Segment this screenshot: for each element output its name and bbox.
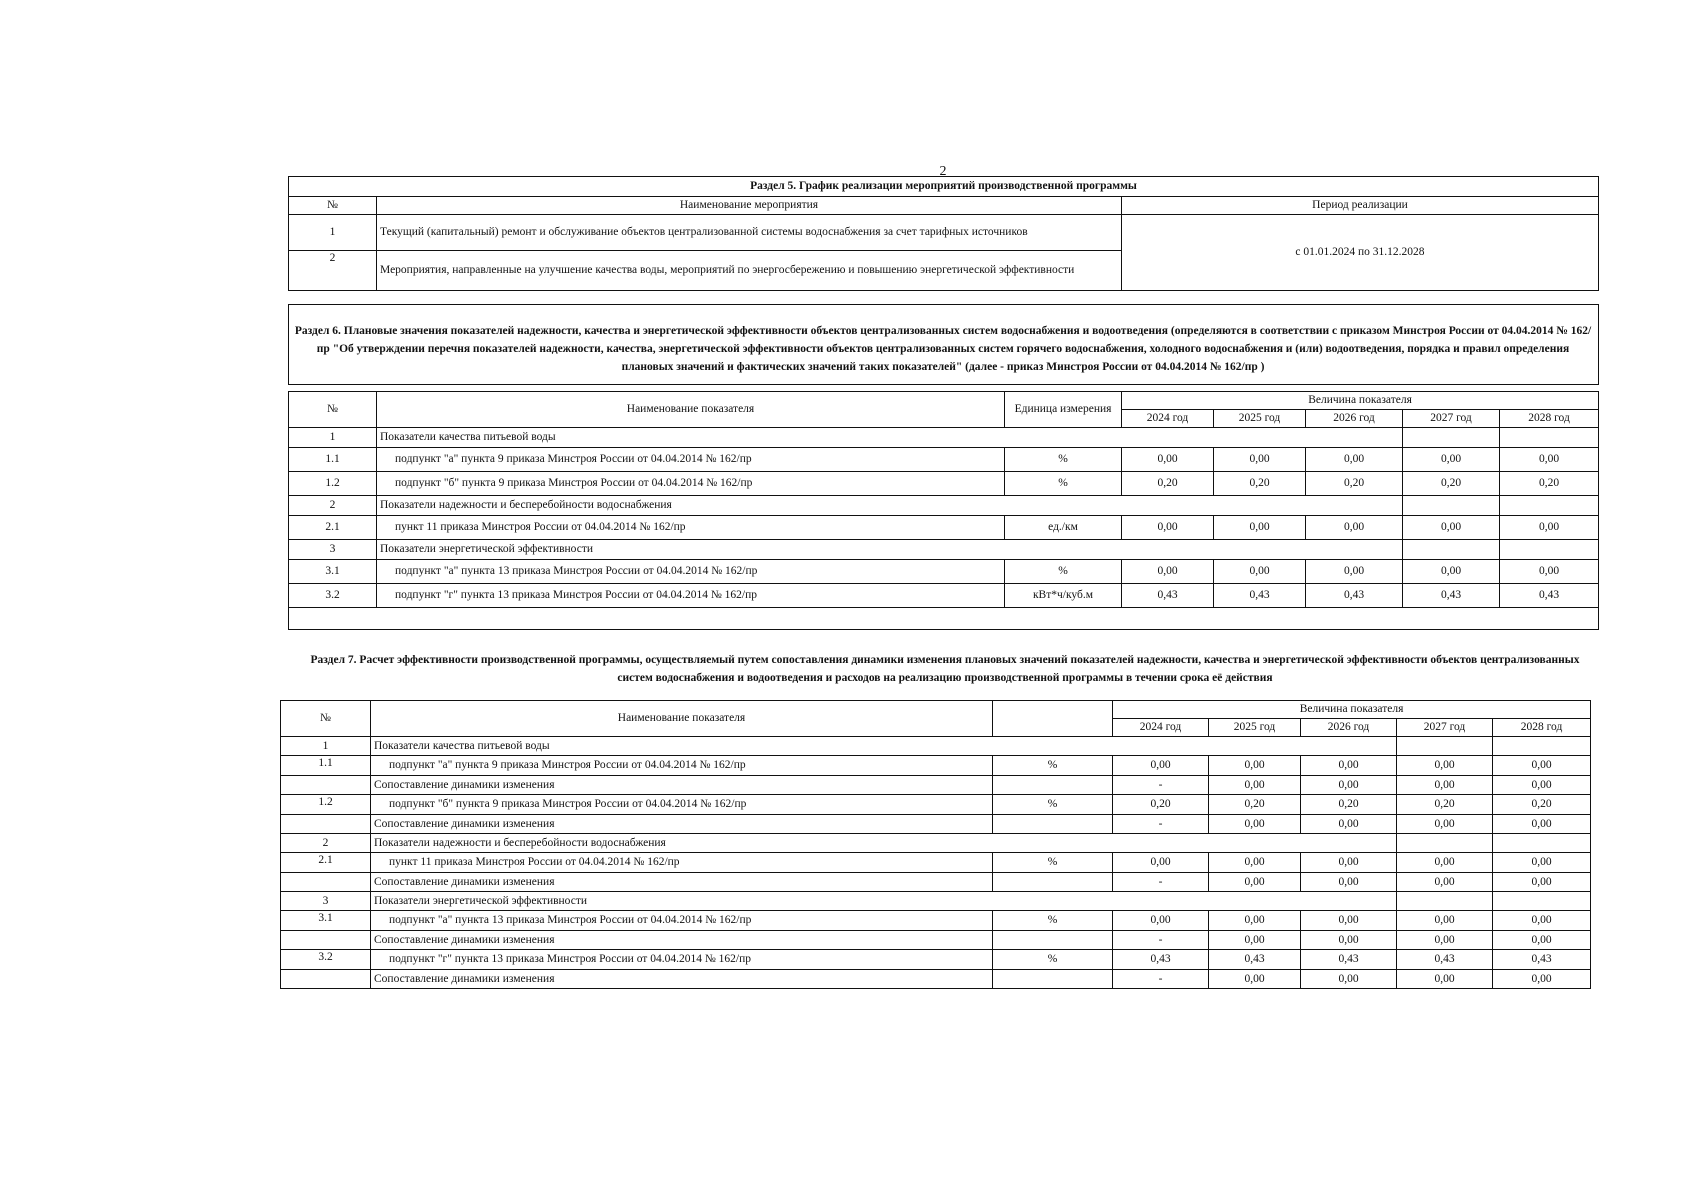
- row-value: 0,00: [1301, 756, 1397, 776]
- row-name: подпункт "г" пункта 13 приказа Минстроя России от 04.04.2014 № 162/пр: [371, 950, 993, 970]
- row-no: 3.2: [281, 950, 371, 970]
- section7-table: [280, 700, 1591, 989]
- row-no: 1.1: [289, 448, 377, 472]
- row-name: подпункт "б" пункта 9 приказа Минстроя России от 04.04.2014 № 162/пр: [377, 472, 1005, 496]
- row-value: 0,43: [1306, 584, 1403, 608]
- row-value: 0,00: [1397, 776, 1493, 795]
- table-row-group: Показатели надежности и бесперебойности водоснабжения: [377, 496, 1403, 516]
- section5-col-period: Период реализации: [1122, 197, 1599, 215]
- row-unit: %: [1005, 472, 1122, 496]
- row-value: 0,00: [1397, 970, 1493, 989]
- section7-col-unit: [993, 701, 1113, 737]
- table-row-group: Показатели энергетической эффективности: [371, 892, 1397, 911]
- table-row: [289, 448, 1599, 472]
- section7-col-value: Величина показателя: [1113, 701, 1591, 719]
- row-value: 0,20: [1500, 472, 1599, 496]
- section5-col-no: №: [289, 197, 377, 215]
- row-value: 0,43: [1397, 950, 1493, 970]
- row-value: 0,00: [1209, 815, 1301, 834]
- row-value: 0,00: [1209, 931, 1301, 950]
- row-name: Сопоставление динамики изменения: [371, 970, 993, 989]
- row-value: 0,00: [1209, 970, 1301, 989]
- section6-empty-row: [289, 608, 1599, 630]
- row-value: -: [1113, 815, 1209, 834]
- row-value: 0,00: [1500, 560, 1599, 584]
- row-value: 0,00: [1493, 853, 1591, 873]
- row-value: 0,43: [1403, 584, 1500, 608]
- table-row: [281, 873, 1591, 892]
- row-no: 2.1: [281, 853, 371, 873]
- row-value: 0,00: [1301, 931, 1397, 950]
- row-value: 0,00: [1214, 516, 1306, 540]
- row-value: 0,20: [1209, 795, 1301, 815]
- row-unit: %: [1005, 448, 1122, 472]
- row-value: 0,00: [1493, 873, 1591, 892]
- row-value: 0,43: [1122, 584, 1214, 608]
- row-value: 0,00: [1209, 776, 1301, 795]
- table-row-no: 2: [289, 496, 377, 516]
- table-row: [281, 776, 1591, 795]
- row-unit: %: [993, 911, 1113, 931]
- row-value: 0,43: [1214, 584, 1306, 608]
- table-row-no: 3: [281, 892, 371, 911]
- row-name: подпункт "а" пункта 9 приказа Минстроя России от 04.04.2014 № 162/пр: [377, 448, 1005, 472]
- section6-year: 2027 год: [1403, 410, 1500, 428]
- row-value: 0,00: [1209, 911, 1301, 931]
- row-value: 0,00: [1397, 756, 1493, 776]
- row-value: 0,00: [1403, 516, 1500, 540]
- row-name: Сопоставление динамики изменения: [371, 776, 993, 795]
- row-value: 0,20: [1122, 472, 1214, 496]
- row-name: Сопоставление динамики изменения: [371, 815, 993, 834]
- section5-title: Раздел 5. График реализации мероприятий производственной программы: [289, 177, 1599, 197]
- row-value: 0,00: [1214, 560, 1306, 584]
- row-value: -: [1113, 776, 1209, 795]
- row-value: 0,00: [1397, 931, 1493, 950]
- row-value: 0,00: [1403, 560, 1500, 584]
- section6-year: 2026 год: [1306, 410, 1403, 428]
- row-value: 0,00: [1122, 448, 1214, 472]
- row-name: пункт 11 приказа Минстроя России от 04.04.2014 № 162/пр: [371, 853, 993, 873]
- row-value: 0,20: [1403, 472, 1500, 496]
- row-no: [281, 873, 371, 892]
- row-unit: %: [993, 853, 1113, 873]
- row-value: 0,00: [1301, 911, 1397, 931]
- row-value: 0,00: [1301, 776, 1397, 795]
- row-no: 1.1: [281, 756, 371, 776]
- row-value: 0,43: [1301, 950, 1397, 970]
- row-value: 0,00: [1397, 873, 1493, 892]
- row-value: 0,00: [1500, 448, 1599, 472]
- table-row: [281, 795, 1591, 815]
- row-value: -: [1113, 970, 1209, 989]
- row-value: 0,00: [1122, 560, 1214, 584]
- table-row: [281, 911, 1591, 931]
- row-value: 0,00: [1113, 853, 1209, 873]
- row-unit: %: [993, 795, 1113, 815]
- row-value: 0,00: [1493, 911, 1591, 931]
- row-value: 0,00: [1301, 815, 1397, 834]
- row-name: Сопоставление динамики изменения: [371, 873, 993, 892]
- row-no: 2.1: [289, 516, 377, 540]
- row-no: 3.1: [281, 911, 371, 931]
- row-value: 0,00: [1301, 853, 1397, 873]
- table-row: [281, 853, 1591, 873]
- table-row-no: 2: [281, 834, 371, 853]
- section5-row-no: 1: [289, 215, 377, 251]
- row-name: подпункт "б" пункта 9 приказа Минстроя России от 04.04.2014 № 162/пр: [371, 795, 993, 815]
- section5-period: с 01.01.2024 по 31.12.2028: [1122, 215, 1599, 291]
- section5-row-name: Текущий (капитальный) ремонт и обслуживание объектов централизованной системы водоснабжения за счет тарифных источников: [377, 215, 1122, 251]
- row-value: 0,43: [1209, 950, 1301, 970]
- row-name: подпункт "а" пункта 9 приказа Минстроя России от 04.04.2014 № 162/пр: [371, 756, 993, 776]
- row-value: 0,00: [1493, 776, 1591, 795]
- section7-year: 2025 год: [1209, 719, 1301, 737]
- row-name: пункт 11 приказа Минстроя России от 04.04.2014 № 162/пр: [377, 516, 1005, 540]
- section6-table: [288, 391, 1599, 630]
- table-row: [289, 472, 1599, 496]
- row-value: 0,00: [1493, 756, 1591, 776]
- section6-year: 2025 год: [1214, 410, 1306, 428]
- section7-year: 2027 год: [1397, 719, 1493, 737]
- row-value: 0,00: [1493, 815, 1591, 834]
- row-value: 0,00: [1403, 448, 1500, 472]
- row-no: [281, 970, 371, 989]
- row-unit: кВт*ч/куб.м: [1005, 584, 1122, 608]
- row-value: 0,00: [1397, 911, 1493, 931]
- section6-col-value: Величина показателя: [1122, 392, 1599, 410]
- row-value: 0,00: [1397, 815, 1493, 834]
- table-row: [289, 584, 1599, 608]
- row-unit: ед./км: [1005, 516, 1122, 540]
- row-value: 0,20: [1214, 472, 1306, 496]
- section6-col-unit: Единица измерения: [1005, 392, 1122, 428]
- section6-title: Раздел 6. Плановые значения показателей надежности, качества и энергетической эффективности объектов централизованных систем водоснабжения и водоотведения (определяются в соответствии с приказом Минстроя России от 04.04.2014 № 162/пр "Об утверждении перечня показателей надежности, качества, энергетической эффективности объектов централизованных систем горячего водоснабжения, холодного водоснабжения и (или) водоотведения, порядка и правил определения плановых значений и фактических значений таких показателей" (далее - приказ Минстроя России от 04.04.2014 № 162/пр ): [294, 325, 1592, 373]
- table-row: [289, 560, 1599, 584]
- row-value: 0,00: [1306, 516, 1403, 540]
- row-no: [281, 931, 371, 950]
- table-row-no: 1: [281, 737, 371, 756]
- row-value: 0,20: [1113, 795, 1209, 815]
- row-value: 0,43: [1500, 584, 1599, 608]
- section5-row-no: 2: [289, 251, 377, 291]
- row-value: 0,00: [1122, 516, 1214, 540]
- row-value: 0,20: [1493, 795, 1591, 815]
- section7-year: 2024 год: [1113, 719, 1209, 737]
- row-value: 0,00: [1306, 448, 1403, 472]
- section7-col-no: №: [281, 701, 371, 737]
- section6-year: 2028 год: [1500, 410, 1599, 428]
- section5-table: [288, 176, 1599, 291]
- section7-year: 2028 год: [1493, 719, 1591, 737]
- row-name: подпункт "а" пункта 13 приказа Минстроя России от 04.04.2014 № 162/пр: [371, 911, 993, 931]
- row-value: 0,43: [1493, 950, 1591, 970]
- row-value: 0,00: [1301, 873, 1397, 892]
- section5-col-name: Наименование мероприятия: [377, 197, 1122, 215]
- row-value: 0,00: [1493, 970, 1591, 989]
- row-value: 0,00: [1214, 448, 1306, 472]
- table-row-group: Показатели надежности и бесперебойности водоснабжения: [371, 834, 1397, 853]
- table-row-no: 3: [289, 540, 377, 560]
- row-unit: %: [1005, 560, 1122, 584]
- row-no: 3.2: [289, 584, 377, 608]
- row-value: 0,00: [1209, 873, 1301, 892]
- row-no: [281, 776, 371, 795]
- row-value: 0,20: [1301, 795, 1397, 815]
- table-row: [289, 516, 1599, 540]
- row-value: 0,00: [1500, 516, 1599, 540]
- table-row-no: 1: [289, 428, 377, 448]
- row-no: [281, 815, 371, 834]
- table-row-group: Показатели энергетической эффективности: [377, 540, 1403, 560]
- section7-title: Раздел 7. Расчет эффективности производственной программы, осуществляемый путем сопоставления динамики изменения плановых значений показателей надежности, качества и энергетической эффективности объектов централизованных систем водоснабжения и водоотведения и расходов на реализацию производственной программы в течении срока её действия: [310, 654, 1580, 684]
- row-value: 0,43: [1113, 950, 1209, 970]
- table-row: [281, 815, 1591, 834]
- table-row: [281, 756, 1591, 776]
- row-name: Сопоставление динамики изменения: [371, 931, 993, 950]
- row-no: 1.2: [289, 472, 377, 496]
- table-row: [281, 931, 1591, 950]
- row-value: 0,20: [1306, 472, 1403, 496]
- table-row: [281, 950, 1591, 970]
- row-no: 3.1: [289, 560, 377, 584]
- table-row-group: Показатели качества питьевой воды: [377, 428, 1403, 448]
- row-value: 0,00: [1209, 756, 1301, 776]
- section6-year: 2024 год: [1122, 410, 1214, 428]
- row-value: 0,00: [1493, 931, 1591, 950]
- row-value: -: [1113, 873, 1209, 892]
- row-value: 0,00: [1113, 756, 1209, 776]
- row-no: 1.2: [281, 795, 371, 815]
- row-value: 0,00: [1113, 911, 1209, 931]
- section6-col-name: Наименование показателя: [377, 392, 1005, 428]
- row-value: 0,00: [1209, 853, 1301, 873]
- row-name: подпункт "г" пункта 13 приказа Минстроя России от 04.04.2014 № 162/пр: [377, 584, 1005, 608]
- row-value: 0,20: [1397, 795, 1493, 815]
- table-row-group: Показатели качества питьевой воды: [371, 737, 1397, 756]
- row-name: подпункт "а" пункта 13 приказа Минстроя России от 04.04.2014 № 162/пр: [377, 560, 1005, 584]
- section7-col-name: Наименование показателя: [371, 701, 993, 737]
- row-value: 0,00: [1306, 560, 1403, 584]
- table-row: [281, 970, 1591, 989]
- row-value: 0,00: [1301, 970, 1397, 989]
- section6-col-no: №: [289, 392, 377, 428]
- row-value: 0,00: [1397, 853, 1493, 873]
- row-unit: %: [993, 756, 1113, 776]
- page-number: 2: [939, 164, 947, 179]
- row-unit: %: [993, 950, 1113, 970]
- section7-year: 2026 год: [1301, 719, 1397, 737]
- row-value: -: [1113, 931, 1209, 950]
- section5-row-name: Мероприятия, направленные на улучшение качества воды, мероприятий по энергосбережению и повышению энергетической эффективности: [377, 251, 1122, 291]
